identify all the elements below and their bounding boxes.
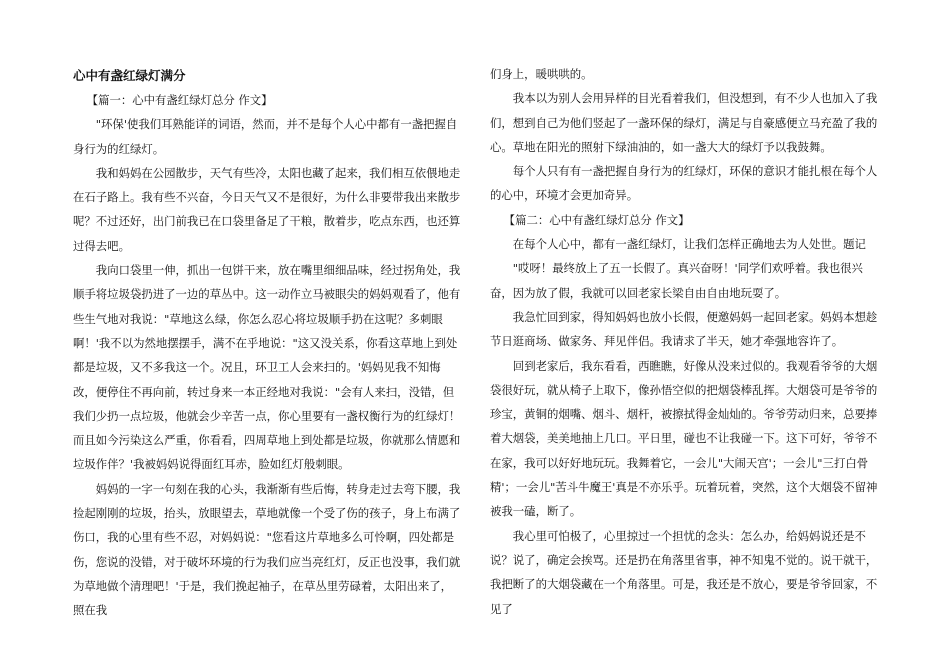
paragraph: 妈妈的一字一句刻在我的心头，我渐渐有些后悔，转身走过去弯下腰，我捡起刚刚的垃圾，抬头，放眼望去，草地就像一个受了伤的孩子，身上布满了伤口，我的心里有些不忍，对妈妈说："您看这片草地多么可怜啊，四处都是伤，您说的没错，对于破坏环境的行为我们应当亮红灯，反正也没事，我们就为草地做个清理吧！'于是，我们挽起袖子，在草丛里劳碌着，太阳出来了，照在我 [73,481,461,618]
section-heading-1: 【篇一：心中有盏红绿灯总分 作文】 [86,93,273,107]
section-heading-2: 【篇二：心中有盏红绿灯总分 作文】 [503,212,690,227]
document-title: 心中有盏红绿灯满分 [73,68,186,83]
paragraph: "环保'使我们耳熟能详的词语，然而，并不是每个人心中都有一盏把握自身行为的红绿灯。 [73,117,458,156]
paragraph: "哎呀！最终放上了五一长假了。真兴奋呀！'同学们欢呼着。我也很兴奋，因为放了假，我就可以回老家长梁自由自由地玩耍了。 [490,261,863,300]
paragraph: 回到老家后，我东看看，西瞧瞧，好像从没来过似的。我观看爷爷的大烟袋很好玩，就从椅子上取下，像孙悟空似的把烟袋棒乱挥。大烟袋可是爷爷的珍宝，黄铜的烟嘴、烟斗、烟杆，被擦拭得金灿灿的。爷爷劳动归来，总要捧着大烟袋，美美地抽上几口。平日里，碰也不让我碰一下。这下可好，爷爷不在家，我可以好好地玩玩。我舞着它，一会儿"大闹天宫'；一会儿"三打白骨精'；一会儿"苦斗牛魔王'真是不亦乐乎。玩着玩着，突然，这个大烟袋不留神被我一磕，断了。 [490,358,878,519]
paragraph: 我和妈妈在公园散步，天气有些冷，太阳也藏了起来，我们相互依偎地走在石子路上。我有些不兴奋，今日天气又不是很好，为什么非要带我出来散步呢？不过还好，出门前我已在口袋里备足了干粮，散着步，吃点东西，也还算过得去吧。 [73,165,461,253]
left-column [73,66,463,623]
paragraph: 我本以为别人会用异样的目光看着我们，但没想到，有不少人也加入了我们，想到自己为他们竖起了一盏环保的绿灯，满足与自豪感便立马充盈了我的心。草地在阳光的照射下绿油油的，如一盏大大的绿灯予以我鼓舞。 [490,91,878,154]
paragraph: 每个人只有有一盏把握自身行为的红绿灯，环保的意识才能扎根在每个人的心中，环境才会更加奇异。 [490,164,878,203]
paragraph: 我向口袋里一伸，抓出一包饼干来，放在嘴里细细品味，经过拐角处，我顺手将垃圾袋扔进了一边的草丛中。这一动作立马被眼尖的妈妈观看了，他有些生气地对我说："草地这么绿，你怎么忍心将垃圾顺手扔在这呢？多刺眼啊！'我不以为然地摆摆手，满不在乎地说："这又没关系，你看这草地上到处都是垃圾，又不多我这一个。况且，环卫工人会来扫的。'妈妈见我不知悔改，便停住不再向前，转过身来一本正经地对我说："会有人来扫，没错，但我们少扔一点垃圾，他就会少辛苦一点，你心里要有一盏权衡行为的红绿灯！而且如今污染这么严重，你看看，四周草地上到处都是垃圾，你就那么情愿和垃圾作伴？'我被妈妈说得面红耳赤，脸如红灯般刺眼。 [73,263,461,472]
paragraph: 在每个人心中，都有一盏红绿灯，让我们怎样正确地去为人处世。题记 [512,237,866,252]
paragraph: 我心里可怕极了，心里掠过一个担忧的念头：怎么办，给妈妈说还是不说？说了，确定会挨骂。还是扔在角落里省事，神不知鬼不觉的。说干就干，我把断了的大烟袋藏在一个角落里。可是，我还是不放心，要是爷爷回家，不见了 [490,528,878,616]
paragraph: 我急忙回到家，得知妈妈也放小长假，便邀妈妈一起回老家。妈妈本想趁节日逛商场、做家务、拜见伴侣。我请求了半天，她才牵强地容许了。 [490,309,878,349]
paragraph-continuation: 们身上，暖哄哄的。 [490,67,593,81]
right-column [490,62,880,621]
